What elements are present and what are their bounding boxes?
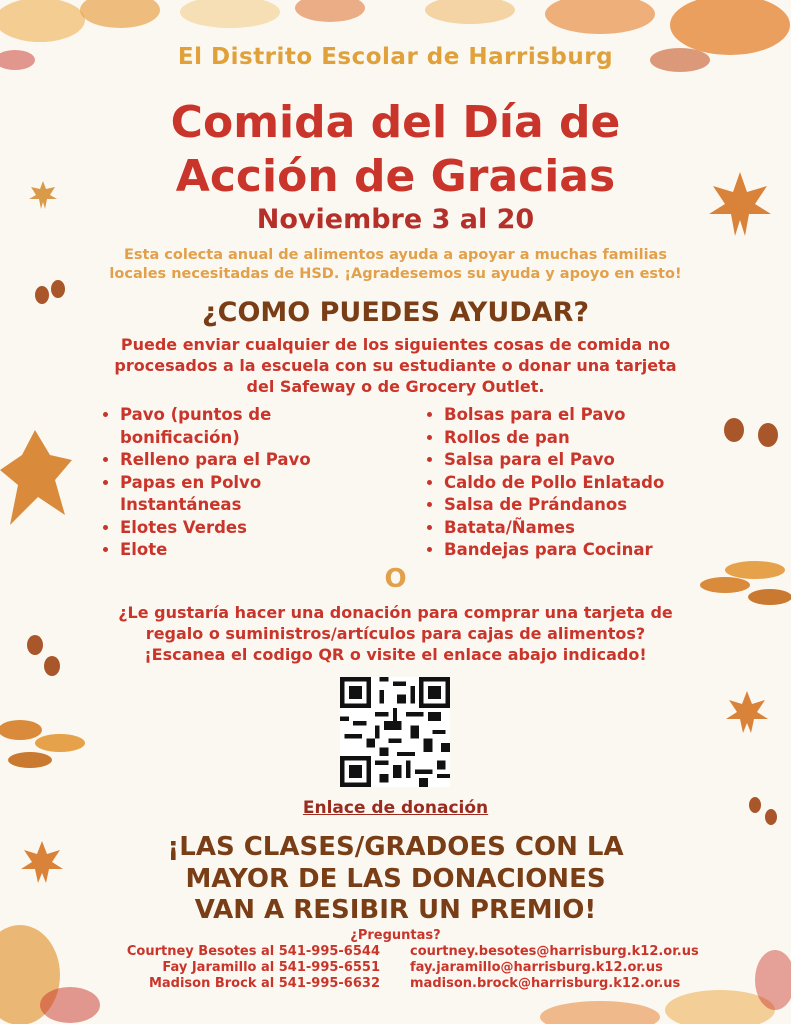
contact-email[interactable]: fay.jaramillo@harrisburg.k12.or.us (410, 960, 663, 975)
qr-code[interactable] (340, 677, 450, 787)
how-to-help-heading: ¿COMO PUEDES AYUDAR? (201, 297, 590, 328)
donation-question (40, 602, 751, 665)
intro-line-2: locales necesitadas de HSD. ¡Agradesemos su ayuda y apoyo en esto! (109, 266, 682, 282)
contact-names (70, 944, 380, 992)
list-item: • Pavo (puntos de bonificación) (120, 404, 380, 449)
contact-emails (410, 944, 770, 992)
donation-line-1: ¿Le gustaría hacer una donación para comprar una tarjeta de (118, 603, 673, 622)
title-line-1: Comida del Día de (170, 97, 621, 148)
help-line-3: del Safeway o de Grocery Outlet. (246, 377, 545, 396)
leaf-branch-icon (0, 705, 95, 770)
title-line-2: Acción de Gracias (175, 151, 616, 202)
list-item: • Rollos de pan (444, 427, 744, 450)
contact-phone: Courtney Besotes al 541-995-6544 (126, 944, 380, 959)
list-item: • Salsa de Prándanos (444, 494, 744, 517)
page-title (0, 96, 791, 204)
district-name: El Distrito Escolar de Harrisburg (177, 44, 614, 70)
how-to-help-text (40, 334, 751, 397)
contact-phone: Madison Brock al 541-995-6632 (148, 976, 380, 991)
contact-phone: Fay Jaramillo al 541-995-6551 (162, 960, 380, 975)
prize-line-2: MAYOR DE LAS DONACIONES (185, 863, 606, 894)
contact-email[interactable]: courtney.besotes@harrisburg.k12.or.us (410, 944, 699, 959)
maple-leaf-icon (725, 690, 770, 735)
prize-line-3: VAN A RESIBIR UN PREMIO! (194, 895, 597, 925)
event-dates: Noviembre 3 al 20 (256, 204, 535, 235)
list-item: • Salsa para el Pavo (444, 449, 744, 472)
list-item: • Elote (120, 539, 380, 562)
food-items-list-right (424, 404, 744, 562)
list-item: • Batata/Ñames (444, 517, 744, 540)
or-separator: O (384, 564, 407, 594)
prize-line-1: ¡LAS CLASES/GRADOES CON LA (167, 832, 624, 862)
help-line-1: Puede enviar cualquier de los siguientes cosas de comida no (120, 335, 671, 354)
list-item: • Elotes Verdes (120, 517, 380, 540)
intro-line-1: Esta colecta anual de alimentos ayuda a apoyar a muchas familias (124, 247, 667, 263)
questions-label: ¿Preguntas? (350, 928, 441, 943)
intro-text (40, 246, 751, 284)
donation-line-3: ¡Escanea el codigo QR o visite el enlace abajo indicado! (144, 645, 647, 664)
help-line-2: procesados a la escuela con su estudiante o donar una tarjeta (114, 356, 677, 375)
list-item: • Papas en Polvo Instantáneas (120, 472, 380, 517)
contact-email[interactable]: madison.brock@harrisburg.k12.or.us (410, 976, 681, 991)
list-item: • Relleno para el Pavo (120, 449, 380, 472)
list-item: • Caldo de Pollo Enlatado (444, 472, 744, 495)
oak-leaf-icon (0, 425, 75, 535)
prize-announcement (0, 832, 791, 927)
donation-link[interactable]: Enlace de donación (302, 798, 489, 818)
donation-line-2: regalo o suministros/artículos para cajas de alimentos? (145, 624, 646, 643)
list-item: • Bandejas para Cocinar (444, 539, 744, 562)
food-items-list-left (100, 404, 380, 562)
list-item: • Bolsas para el Pavo (444, 404, 744, 427)
